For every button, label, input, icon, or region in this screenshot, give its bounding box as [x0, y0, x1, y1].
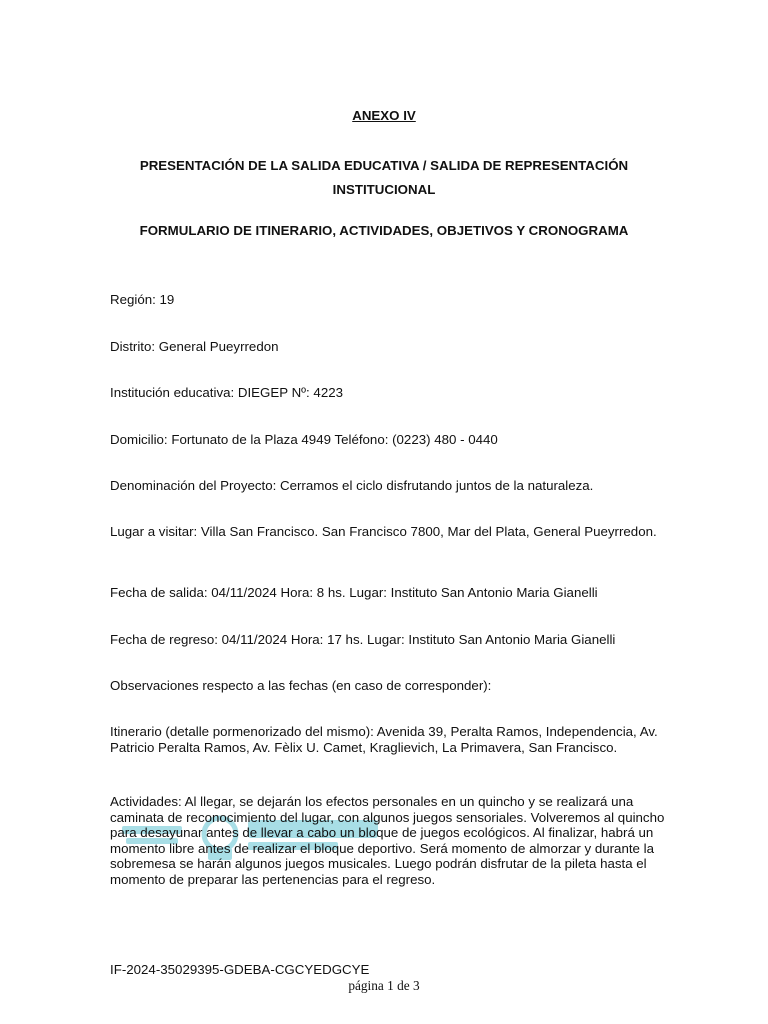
field-denominacion: Denominación del Proyecto: Cerramos el ciclo disfrutando juntos de la naturaleza.	[110, 478, 594, 493]
field-region: Región: 19	[110, 292, 175, 307]
field-lugar: Lugar a visitar: Villa San Francisco. San Francisco 7800, Mar del Plata, General Pueyrredon.	[110, 524, 657, 539]
field-actividades: Actividades: Al llegar, se dejarán los efectos personales en un quincho y se realizará una caminata de reconocimiento del lugar, con algunos juegos sensoriales. Volveremos al quincho para desayunar antes de llevar a cabo un bloque de juegos ecológicos. Al finalizar, habrá un momento libre antes de realizar el bloque deportivo. Será momento de almorzar y durante la sobremesa se harán algunos juegos musicales. Luego podrán disfrutar de la pileta hasta el momento de preparar las pertenencias para el regreso.	[110, 794, 665, 887]
field-domicilio: Domicilio: Fortunato de la Plaza 4949 Teléfono: (0223) 480 - 0440	[110, 432, 498, 447]
document-subtitle: PRESENTACIÓN DE LA SALIDA EDUCATIVA / SALIDA DE REPRESENTACIÓN INSTITUCIONAL	[139, 158, 629, 197]
field-fecha-regreso: Fecha de regreso: 04/11/2024 Hora: 17 hs. Lugar: Instituto San Antonio Maria Gianelli	[110, 632, 616, 647]
field-observaciones: Observaciones respecto a las fechas (en caso de corresponder):	[110, 678, 492, 693]
field-fecha-salida: Fecha de salida: 04/11/2024 Hora: 8 hs. Lugar: Instituto San Antonio Maria Gianelli	[110, 585, 598, 600]
field-itinerario: Itinerario (detalle pormenorizado del mismo): Avenida 39, Peralta Ramos, Independencia, Av. Patricio Peralta Ramos, Av. Fèlix U. Camet, Kraglievich, La Primavera, San Francisco.	[110, 724, 658, 755]
field-institucion: Institución educativa: DIEGEP Nº: 4223	[110, 385, 344, 400]
form-title: FORMULARIO DE ITINERARIO, ACTIVIDADES, OBJETIVOS Y CRONOGRAMA	[139, 223, 629, 238]
page-number: página 1 de 3	[348, 978, 420, 993]
field-distrito: Distrito: General Pueyrredon	[110, 339, 279, 354]
footer-document-code: IF-2024-35029395-GDEBA-CGCYEDGCYE	[110, 962, 370, 977]
document-title: ANEXO IV	[352, 108, 416, 123]
